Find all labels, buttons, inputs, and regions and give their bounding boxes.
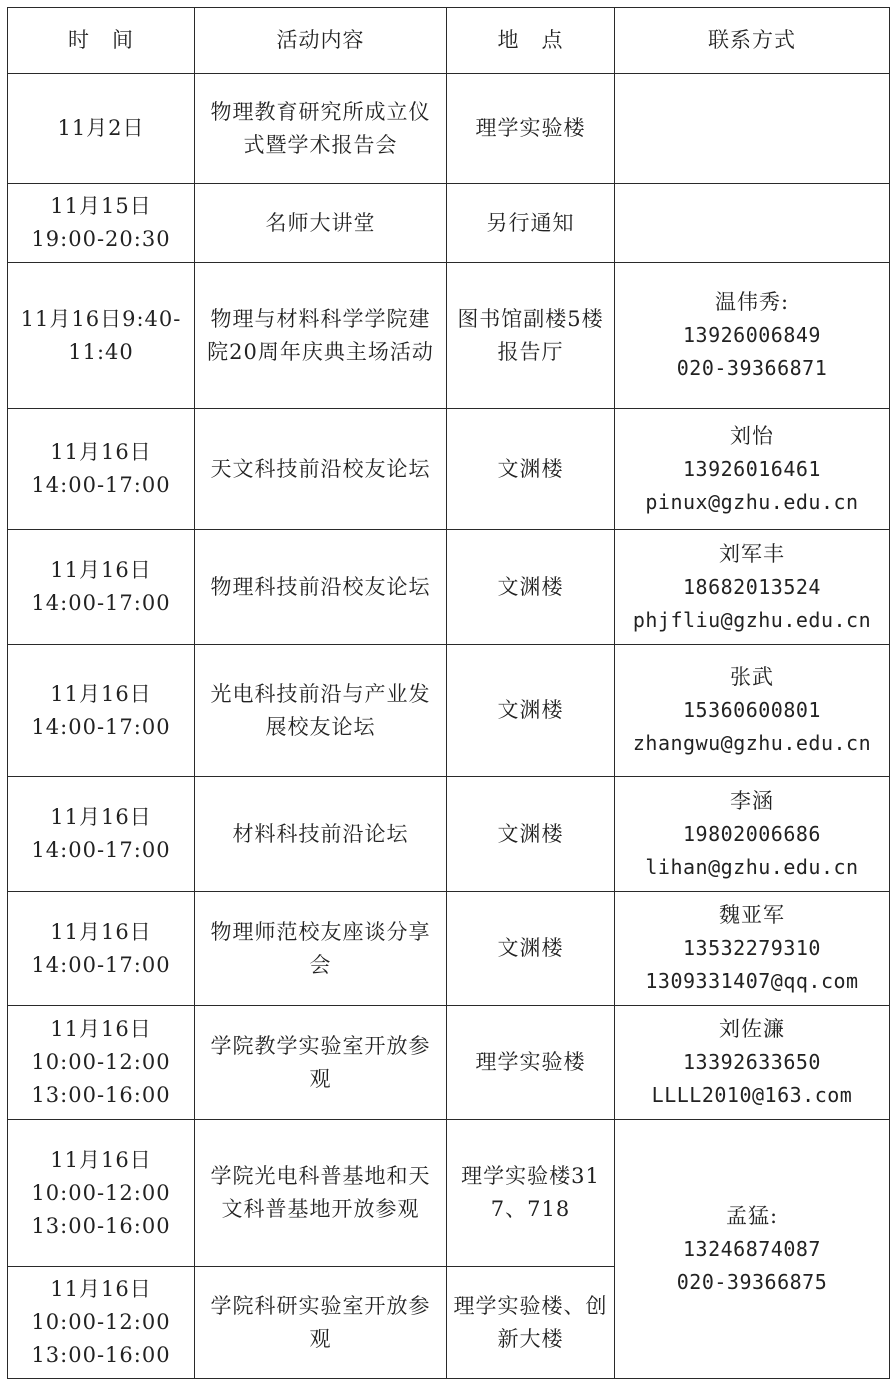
time-line: 11月16日 (50, 1147, 152, 1172)
place-text: 文渊楼 (497, 936, 564, 960)
header-activity: 活动内容 (195, 8, 447, 74)
activity-text: 物理科技前沿校友论坛 (210, 574, 431, 599)
contact-phone: 13926006849 (683, 323, 821, 347)
time-line: 11月16日 (50, 805, 152, 829)
place-cell (447, 1006, 615, 1120)
table-row (8, 645, 890, 777)
place-cell (447, 1267, 615, 1379)
place-cell (447, 409, 615, 530)
activity-text: 光电科技前沿与产业发展校友论坛 (210, 681, 431, 739)
contact-cell (615, 645, 890, 777)
contact-name: 刘佐濂 (719, 1017, 785, 1041)
place-text: 图书馆副楼5楼报告厅 (457, 306, 604, 364)
contact-extra: 020-39366871 (676, 356, 828, 380)
place-text: 理学实验楼317、718 (461, 1164, 600, 1221)
contact-cell (615, 892, 890, 1006)
time-cell (8, 530, 195, 645)
contact-name: 孟猛: (725, 1203, 779, 1228)
time-line: 11月16日 (50, 1017, 152, 1041)
header-time: 时 间 (8, 8, 195, 74)
place-cell (447, 892, 615, 1006)
time-cell (8, 1006, 195, 1120)
time-line: 13:00-16:00 (31, 1083, 171, 1107)
contact-cell (615, 409, 890, 530)
place-text: 文渊楼 (497, 456, 564, 481)
time-line: 11月16日9:40- (20, 306, 182, 331)
activity-cell (195, 263, 447, 409)
place-text: 理学实验楼 (475, 1050, 586, 1074)
table-row (8, 530, 890, 645)
place-cell (447, 645, 615, 777)
time-cell (8, 892, 195, 1006)
activity-text: 材料科技前沿论坛 (232, 821, 409, 846)
contact-extra: 020-39366875 (676, 1269, 828, 1294)
activity-cell (195, 530, 447, 645)
header-contact: 联系方式 (615, 8, 890, 74)
contact-cell (615, 184, 890, 263)
table-row (8, 409, 890, 530)
activity-text: 学院光电科普基地和天文科普基地开放参观 (210, 1164, 431, 1221)
place-text: 文渊楼 (497, 821, 564, 846)
time-cell (8, 74, 195, 184)
time-line: 11月16日 (50, 681, 152, 706)
activity-text: 天文科技前沿校友论坛 (210, 456, 431, 481)
contact-phone: 13532279310 (683, 936, 821, 960)
contact-name: 魏亚军 (719, 903, 785, 927)
time-cell (8, 263, 195, 409)
time-line: 14:00-17:00 (31, 838, 171, 862)
time-line: 11:40 (68, 339, 134, 364)
activity-cell (195, 645, 447, 777)
activity-text: 物理教育研究所成立仪式暨学术报告会 (210, 99, 431, 157)
activity-text: 学院科研实验室开放参观 (210, 1293, 431, 1351)
activity-text: 学院教学实验室开放参观 (210, 1033, 431, 1091)
header-place: 地 点 (447, 8, 615, 74)
time-line: 14:00-17:00 (31, 591, 171, 615)
table-row (8, 263, 890, 409)
place-cell (447, 530, 615, 645)
place-text: 文渊楼 (497, 698, 564, 722)
table-row (8, 74, 890, 184)
time-line: 11月15日 (50, 194, 152, 218)
time-line: 11月16日 (50, 919, 152, 944)
contact-cell-merged (615, 1120, 890, 1379)
table-row (8, 1006, 890, 1120)
activity-cell (195, 1006, 447, 1120)
place-text: 另行通知 (486, 210, 575, 235)
activity-cell (195, 1120, 447, 1267)
contact-name: 李涵 (730, 788, 774, 813)
time-cell (8, 777, 195, 892)
contact-email: LLLL2010@163.com (651, 1083, 853, 1107)
activity-text: 名师大讲堂 (265, 210, 376, 235)
time-line: 14:00-17:00 (31, 473, 171, 497)
contact-phone: 13246874087 (683, 1236, 821, 1261)
place-cell (447, 263, 615, 409)
activity-cell (195, 1267, 447, 1379)
time-line: 10:00-12:00 (31, 1050, 171, 1074)
activity-cell (195, 184, 447, 263)
time-line: 10:00-12:00 (31, 1310, 171, 1334)
table-row (8, 1120, 890, 1267)
contact-email: pinux@gzhu.edu.cn (645, 489, 859, 514)
place-cell (447, 74, 615, 184)
contact-name: 温伟秀: (714, 290, 790, 314)
time-cell (8, 1267, 195, 1379)
contact-email: zhangwu@gzhu.edu.cn (632, 731, 872, 755)
table-row (8, 777, 890, 892)
contact-email: 1309331407@qq.com (645, 969, 859, 993)
contact-phone: 15360600801 (683, 698, 821, 722)
activity-cell (195, 892, 447, 1006)
time-line: 11月2日 (57, 116, 145, 140)
activity-cell (195, 777, 447, 892)
place-text: 文渊楼 (497, 574, 564, 599)
time-line: 11月16日 (50, 558, 152, 582)
time-cell (8, 645, 195, 777)
contact-email: lihan@gzhu.edu.cn (645, 854, 859, 879)
event-schedule-table (7, 7, 890, 1379)
time-line: 13:00-16:00 (31, 1213, 171, 1238)
place-cell (447, 777, 615, 892)
table-header-row (8, 8, 890, 74)
time-line: 11月16日 (50, 440, 152, 464)
table-row (8, 892, 890, 1006)
contact-email: phjfliu@gzhu.edu.cn (632, 607, 872, 632)
time-line: 19:00-20:30 (31, 227, 171, 251)
place-cell (447, 184, 615, 263)
place-text: 理学实验楼、创新大楼 (453, 1293, 608, 1351)
contact-phone: 13926016461 (683, 456, 821, 481)
contact-name: 刘怡 (730, 423, 774, 448)
time-cell (8, 1120, 195, 1267)
time-line: 14:00-17:00 (31, 952, 171, 977)
contact-cell (615, 263, 890, 409)
time-line: 11月16日 (50, 1277, 152, 1301)
contact-phone: 19802006686 (683, 821, 821, 846)
time-cell (8, 409, 195, 530)
place-cell (447, 1120, 615, 1267)
time-line: 13:00-16:00 (31, 1343, 171, 1367)
contact-phone: 18682013524 (683, 574, 821, 599)
activity-text: 物理师范校友座谈分享会 (210, 919, 431, 977)
contact-name: 刘军丰 (719, 541, 785, 566)
contact-cell (615, 530, 890, 645)
contact-phone: 13392633650 (683, 1050, 821, 1074)
contact-cell (615, 1006, 890, 1120)
time-cell (8, 184, 195, 263)
contact-name: 张武 (730, 665, 774, 689)
time-line: 14:00-17:00 (31, 714, 171, 739)
activity-cell (195, 409, 447, 530)
time-line: 10:00-12:00 (31, 1180, 171, 1205)
activity-cell (195, 74, 447, 184)
place-text: 理学实验楼 (475, 116, 586, 140)
contact-cell (615, 74, 890, 184)
activity-text: 物理与材料科学学院建院20周年庆典主场活动 (207, 306, 434, 364)
contact-cell (615, 777, 890, 892)
table-row (8, 184, 890, 263)
